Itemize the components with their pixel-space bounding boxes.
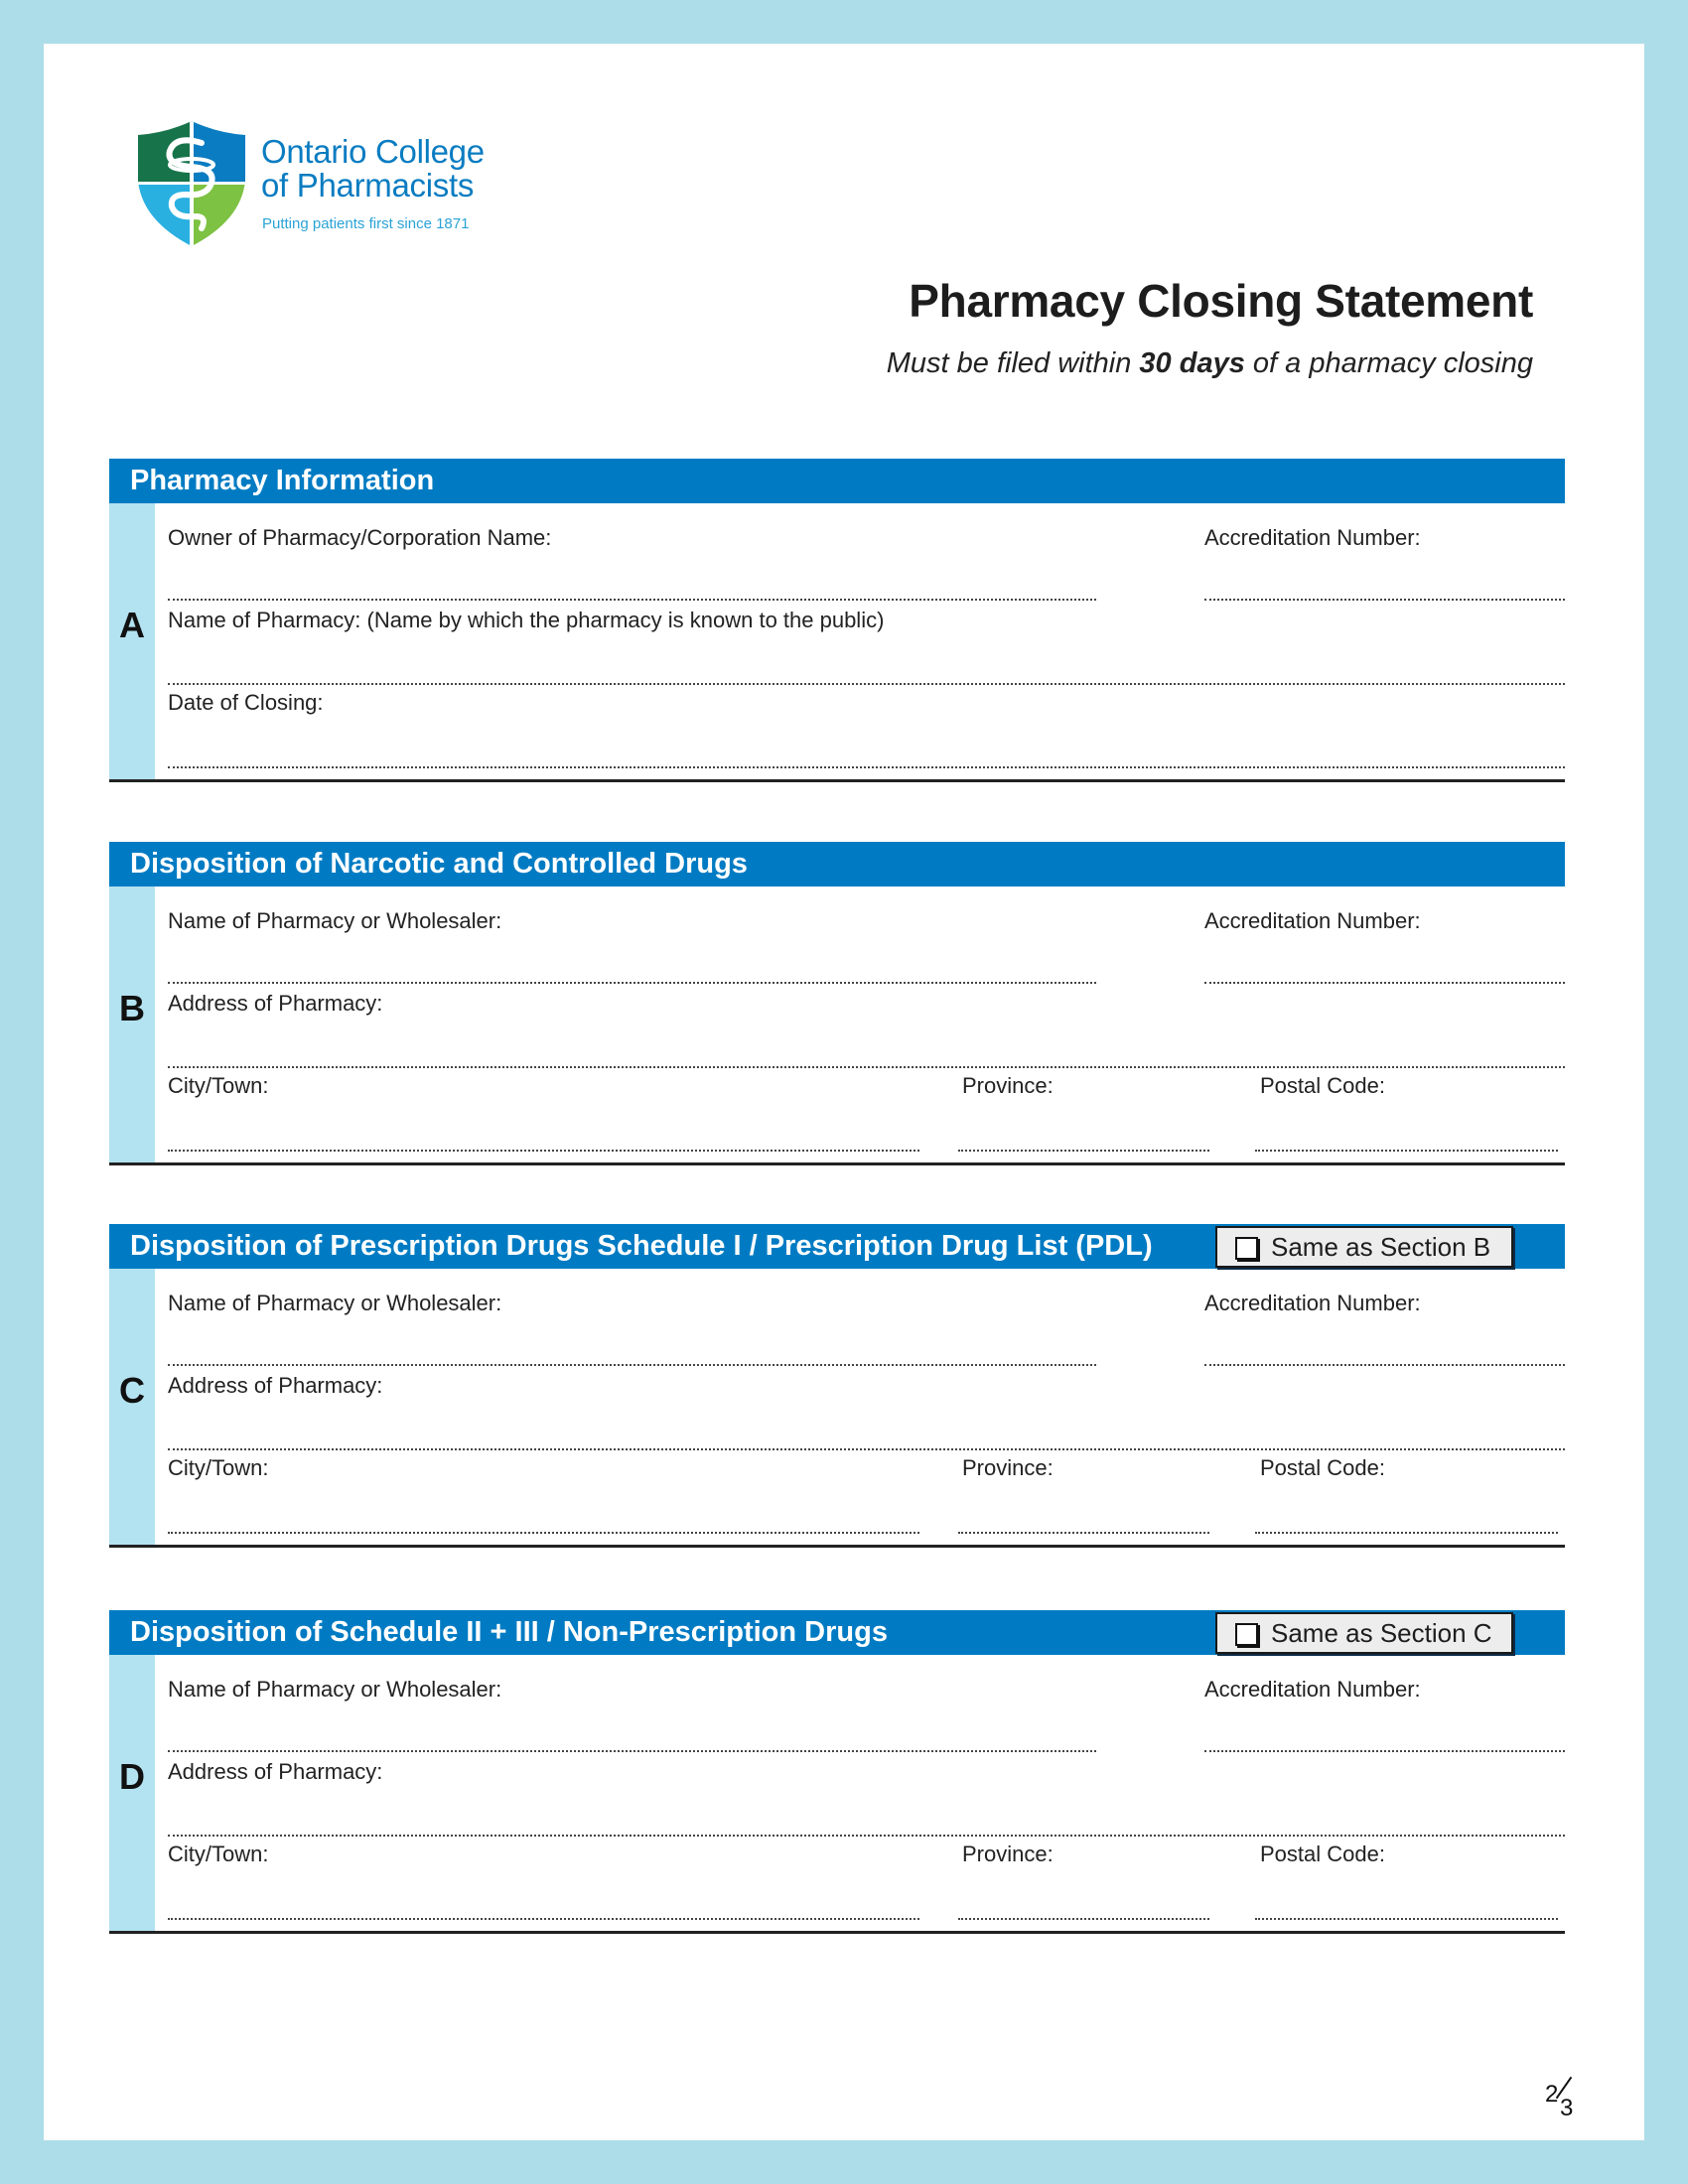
accreditation-label: Accreditation Number: xyxy=(1204,1291,1421,1315)
section-title: Disposition of Schedule II + III / Non-Prescription Drugs xyxy=(130,1616,888,1648)
wholesaler-name-input[interactable] xyxy=(168,1750,1096,1752)
accreditation-input[interactable] xyxy=(1204,1750,1565,1752)
address-input[interactable] xyxy=(168,1448,1565,1450)
pharmacy-name-label: Name of Pharmacy: (Name by which the pharmacy is known to the public) xyxy=(168,608,885,632)
address-label: Address of Pharmacy: xyxy=(168,991,383,1016)
section-c xyxy=(109,1224,1565,1548)
section-a xyxy=(109,459,1565,782)
wholesaler-name-label: Name of Pharmacy or Wholesaler: xyxy=(168,1677,502,1702)
province-label: Province: xyxy=(962,1455,1054,1480)
section-b-header xyxy=(109,842,1565,887)
section-letter: A xyxy=(119,605,145,645)
checkbox-label: Same as Section C xyxy=(1271,1618,1492,1648)
pharmacy-name-input[interactable] xyxy=(168,683,1565,685)
city-input[interactable] xyxy=(168,1150,919,1152)
province-input[interactable] xyxy=(958,1532,1209,1534)
section-d xyxy=(109,1610,1565,1934)
section-d-header xyxy=(109,1610,1565,1655)
postal-input[interactable] xyxy=(1255,1532,1558,1534)
subtitle-text: of a pharmacy closing xyxy=(1244,347,1533,379)
section-a-body xyxy=(109,503,1565,782)
postal-input[interactable] xyxy=(1255,1150,1558,1152)
section-c-body xyxy=(109,1269,1565,1548)
owner-label: Owner of Pharmacy/Corporation Name: xyxy=(168,525,552,550)
section-b-body xyxy=(109,887,1565,1165)
wholesaler-name-input[interactable] xyxy=(168,982,1096,984)
wholesaler-name-input[interactable] xyxy=(168,1364,1096,1366)
page-subtitle xyxy=(887,347,1533,380)
postal-label: Postal Code: xyxy=(1260,1073,1385,1098)
wholesaler-name-label: Name of Pharmacy or Wholesaler: xyxy=(168,1291,502,1315)
postal-label: Postal Code: xyxy=(1260,1455,1385,1480)
form-page xyxy=(44,44,1644,2140)
address-input[interactable] xyxy=(168,1835,1565,1837)
province-input[interactable] xyxy=(958,1918,1209,1920)
address-label: Address of Pharmacy: xyxy=(168,1373,383,1398)
checkbox-icon[interactable] xyxy=(1235,1623,1258,1646)
city-input[interactable] xyxy=(168,1532,919,1534)
section-c-header xyxy=(109,1224,1565,1269)
section-title: Disposition of Narcotic and Controlled Drugs xyxy=(130,848,748,880)
shield-caduceus-icon xyxy=(136,121,247,246)
section-title: Pharmacy Information xyxy=(130,465,435,496)
same-as-section-b-checkbox[interactable] xyxy=(1215,1226,1513,1268)
accreditation-input[interactable] xyxy=(1204,599,1565,601)
section-letter: D xyxy=(119,1756,145,1797)
section-d-body xyxy=(109,1655,1565,1934)
section-a-header xyxy=(109,459,1565,503)
ocp-logo xyxy=(136,121,553,250)
date-closing-input[interactable] xyxy=(168,766,1565,768)
page-total: 3 xyxy=(1560,2095,1574,2121)
accreditation-input[interactable] xyxy=(1204,1364,1565,1366)
postal-label: Postal Code: xyxy=(1260,1842,1385,1866)
section-b xyxy=(109,842,1565,1165)
logo-tagline: Putting patients first since 1871 xyxy=(262,215,470,232)
city-label: City/Town: xyxy=(168,1455,269,1480)
subtitle-deadline: 30 days xyxy=(1139,347,1245,379)
subtitle-text: Must be filed within xyxy=(886,347,1140,379)
section-letter: C xyxy=(119,1370,145,1411)
owner-input[interactable] xyxy=(168,599,1096,601)
accreditation-input[interactable] xyxy=(1204,982,1565,984)
page-title: Pharmacy Closing Statement xyxy=(909,275,1533,327)
city-input[interactable] xyxy=(168,1918,919,1920)
accreditation-label: Accreditation Number: xyxy=(1204,908,1421,933)
same-as-section-c-checkbox[interactable] xyxy=(1215,1612,1513,1654)
checkbox-icon[interactable] xyxy=(1235,1237,1258,1260)
date-closing-label: Date of Closing: xyxy=(168,690,324,715)
postal-input[interactable] xyxy=(1255,1918,1558,1920)
accreditation-label: Accreditation Number: xyxy=(1204,1677,1421,1702)
province-input[interactable] xyxy=(958,1150,1209,1152)
province-label: Province: xyxy=(962,1073,1054,1098)
province-label: Province: xyxy=(962,1842,1054,1866)
accreditation-label: Accreditation Number: xyxy=(1204,525,1421,550)
wholesaler-name-label: Name of Pharmacy or Wholesaler: xyxy=(168,908,502,933)
section-title: Disposition of Prescription Drugs Schedule I / Prescription Drug List (PDL) xyxy=(130,1230,1153,1262)
logo-name-line1: Ontario College xyxy=(261,133,485,170)
city-label: City/Town: xyxy=(168,1842,269,1866)
section-letter: B xyxy=(119,988,145,1028)
logo-name-line2: of Pharmacists xyxy=(261,167,475,204)
city-label: City/Town: xyxy=(168,1073,269,1098)
address-label: Address of Pharmacy: xyxy=(168,1759,383,1784)
page-current: 2 xyxy=(1545,2081,1559,2108)
checkbox-label: Same as Section B xyxy=(1271,1232,1491,1262)
address-input[interactable] xyxy=(168,1066,1565,1068)
